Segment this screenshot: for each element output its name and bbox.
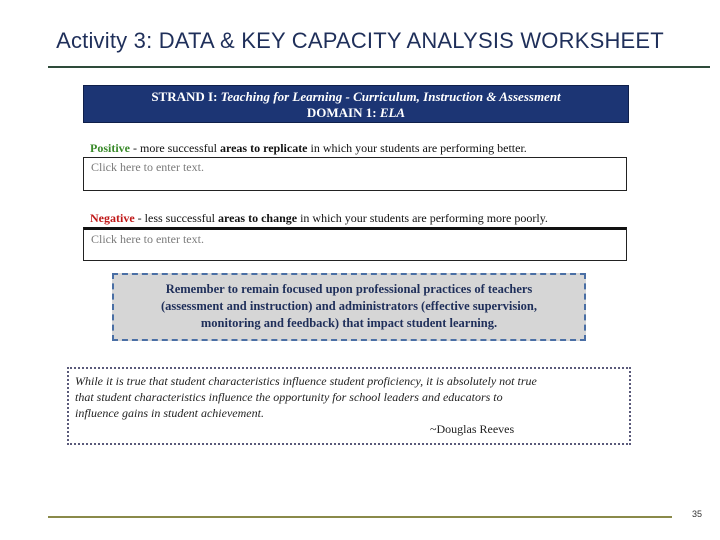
positive-label xyxy=(90,141,527,156)
domain-line xyxy=(84,105,628,121)
negative-input[interactable]: Click here to enter text. xyxy=(83,227,627,261)
slide-title: Activity 3: DATA & KEY CAPACITY ANALYSIS WORKSHEET xyxy=(56,28,664,53)
negative-text-1: - less successful xyxy=(134,211,218,225)
quote-author: ~Douglas Reeves xyxy=(430,422,515,436)
positive-input[interactable]: Click here to enter text. xyxy=(83,157,627,191)
strand-title: Teaching for Learning - Curriculum, Instruction & Assessment xyxy=(220,89,561,104)
negative-text-2: in which your students are performing more poorly. xyxy=(297,211,548,225)
strand-line xyxy=(84,89,628,105)
page-number: 35 xyxy=(692,509,703,519)
positive-text-2: in which your students are performing better. xyxy=(307,141,527,155)
reminder-line-3: monitoring and feedback) that impact student learning. xyxy=(200,316,498,330)
negative-bold: areas to change xyxy=(217,211,298,225)
footer-divider xyxy=(48,516,672,518)
positive-keyword: Positive xyxy=(90,141,130,155)
positive-bold: areas to replicate xyxy=(219,141,308,155)
title-divider xyxy=(48,66,710,68)
quote-line-3: influence gains in student achievement. xyxy=(75,406,264,420)
quote-line-1: While it is true that student characteristics influence student proficiency, it is absolutely not true xyxy=(75,374,537,388)
negative-keyword: Negative xyxy=(90,211,135,225)
reminder-line-2: (assessment and instruction) and administrators (effective supervision, xyxy=(160,299,538,313)
reminder-box xyxy=(112,273,586,341)
quote-box xyxy=(67,367,631,445)
positive-text-1: - more successful xyxy=(130,141,220,155)
strand-label: STRAND I: xyxy=(151,89,218,104)
strand-header xyxy=(83,85,629,123)
quote-line-2: that student characteristics influence the opportunity for school leaders and educators to xyxy=(75,390,503,404)
negative-label xyxy=(90,211,548,226)
domain-label: DOMAIN 1: xyxy=(306,105,377,120)
reminder-line-1: Remember to remain focused upon professional practices of teachers xyxy=(165,282,533,296)
domain-title: ELA xyxy=(379,105,406,120)
